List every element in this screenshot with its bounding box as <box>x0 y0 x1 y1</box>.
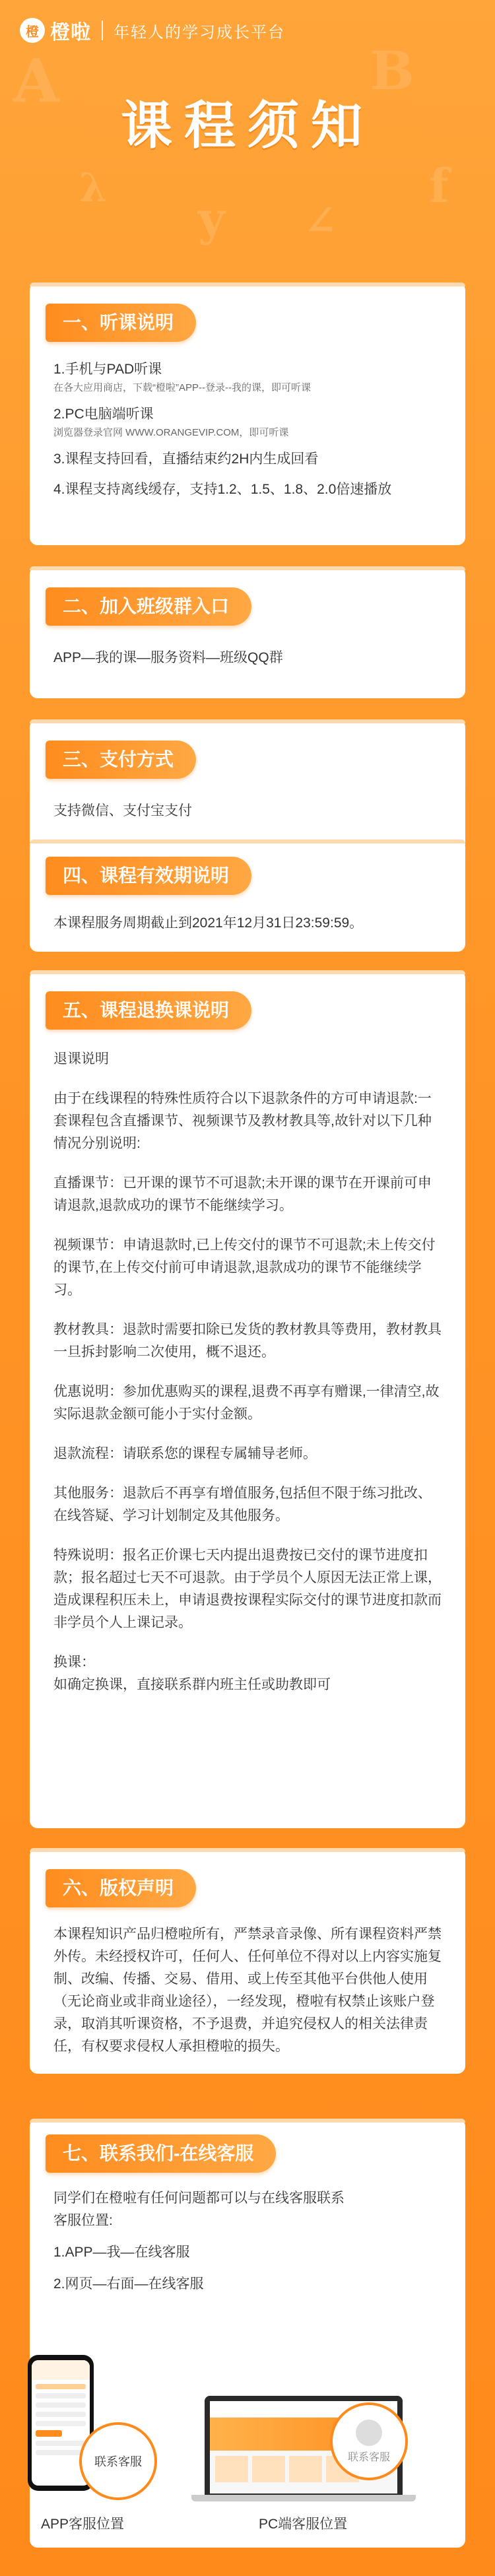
section-title: 二、加入班级群入口 <box>46 587 251 626</box>
decor-letter: A <box>13 46 59 116</box>
paragraph: 同学们在橙啦有任何问题都可以与在线客服联系 <box>53 2191 345 2206</box>
list-item-note: 在各大应用商店，下载“橙啦”APP--登录--我的课，即可听课 <box>53 382 311 393</box>
brand-name: 橙啦 <box>50 22 91 44</box>
list-item: 1.APP—我—在线客服 <box>53 2245 190 2260</box>
section-body <box>53 2187 442 2295</box>
section-title: 七、联系我们-在线客服 <box>46 2134 276 2173</box>
section-title: 四、课程有效期说明 <box>46 857 251 895</box>
decor-letter: B <box>370 40 414 102</box>
list-item: 4.课程支持离线缓存，支持1.2、1.5、1.8、2.0倍速播放 <box>53 482 392 497</box>
pc-zoom-circle <box>330 2402 408 2480</box>
paragraph: 其他服务：退款后不再享有增值服务,包括但不限于练习批改、在线答疑、学习计划制定及其他服务。 <box>53 1486 432 1523</box>
section-title: 一、听课说明 <box>46 304 196 342</box>
list-item-note: 浏览器登录官网 WWW.ORANGEVIP.COM，即可听课 <box>53 427 289 438</box>
section-payment <box>30 719 465 851</box>
brand-divider <box>102 20 103 40</box>
decor-letter: ∠ <box>304 198 337 244</box>
paragraph: 换课： <box>53 1655 95 1670</box>
decor-letter: f <box>429 158 449 213</box>
paragraph: 特殊说明：报名正价课七天内提出退费按已交付的课节进度扣款；报名超过七天不可退款。由于学员个人原因无法正常上课，造成课程积压未上，申请退费按课程实际交付的课节进度扣款而非学员个人上课记录。 <box>53 1548 442 1630</box>
brand <box>20 16 285 45</box>
section-body <box>53 1048 442 1696</box>
decor-letter: y <box>198 191 225 246</box>
section-listening <box>30 282 465 545</box>
page-title: 课程须知 <box>120 96 374 154</box>
section-body: APP—我的课—服务资料—班级QQ群 <box>53 650 283 665</box>
decor-letter: λ <box>79 165 108 211</box>
brand-logo-icon: 橙 <box>20 18 45 43</box>
section-class-group <box>30 566 465 698</box>
app-zoom-circle <box>79 2422 157 2500</box>
service-avatar-icon <box>356 2420 382 2446</box>
pc-zoom-label: 联系客服 <box>347 2451 390 2463</box>
caption-pc: PC端客服位置 <box>259 2517 348 2532</box>
paragraph: 退款流程：请联系您的课程专属辅导老师。 <box>53 1446 317 1461</box>
paragraph: 优惠说明：参加优惠购买的课程,退费不再享有赠课,一律清空,故实际退款金额可能小于实付金额。 <box>53 1384 440 1422</box>
list-item: 2.PC电脑端听课 <box>53 407 154 422</box>
paragraph: 直播课节：已开课的课节不可退款;未开课的课节在开课前可申请退款,退款成功的课节不能继续学习。 <box>53 1175 432 1213</box>
section-title: 三、支付方式 <box>46 741 196 779</box>
pc-stand <box>191 2495 416 2501</box>
refund-heading: 退课说明 <box>53 1051 109 1067</box>
paragraph: 教材教具：退款时需要扣除已发货的教材教具等费用，教材教具一旦拆封影响二次使用，概不退还。 <box>53 1322 442 1360</box>
header-banner <box>0 0 495 271</box>
section-body: 本课程服务周期截止到2021年12月31日23:59:59。 <box>53 915 364 931</box>
paragraph: 视频课节：申请退款时,已上传交付的课节不可退款;未上传交付的课节,在上传交付前可申请退款,退款成功的课节不能继续学习。 <box>53 1238 436 1298</box>
section-title: 六、版权声明 <box>46 1869 196 1907</box>
paragraph: 客服位置: <box>53 2213 113 2228</box>
paragraph: 由于在线课程的特殊性质符合以下退款条件的方可申请退款:一套课程包含直播课节、视频课节及教材教具等,故针对以下几种情况分别说明: <box>53 1091 432 1151</box>
section-refund <box>30 970 465 1828</box>
list-item: 2.网页—右面—在线客服 <box>53 2276 204 2292</box>
section-body <box>53 358 442 501</box>
section-body: 本课程知识产品归橙啦所有，严禁录音录像、所有课程资料严禁外传。未经授权许可，任何人、任何单位不得对以上内容实施复制、改编、传播、交易、借用、或上传至其他平台供他人使用（无论商业或非商业途径），一经发现，橙啦有权禁止该账户登录，取消其听课资格，不予退费，并追究侵权人的相关法律责任，有权要求侵权人承担橙啦的损失。 <box>53 1927 442 2054</box>
paragraph: 如确定换课，直接联系群内班主任或助教即可 <box>53 1677 331 1692</box>
list-item: 3.课程支持回看，直播结束约2H内生成回看 <box>53 451 319 467</box>
section-copyright <box>30 1848 465 2074</box>
list-item: 1.手机与PAD听课 <box>53 362 162 377</box>
section-title: 五、课程退换课说明 <box>46 991 251 1030</box>
section-validity <box>30 840 465 952</box>
app-zoom-label: 联系客服 <box>94 2455 142 2468</box>
brand-slogan: 年轻人的学习成长平台 <box>114 23 285 42</box>
section-body: 支持微信、支付宝支付 <box>53 803 192 818</box>
caption-app: APP客服位置 <box>41 2517 125 2532</box>
